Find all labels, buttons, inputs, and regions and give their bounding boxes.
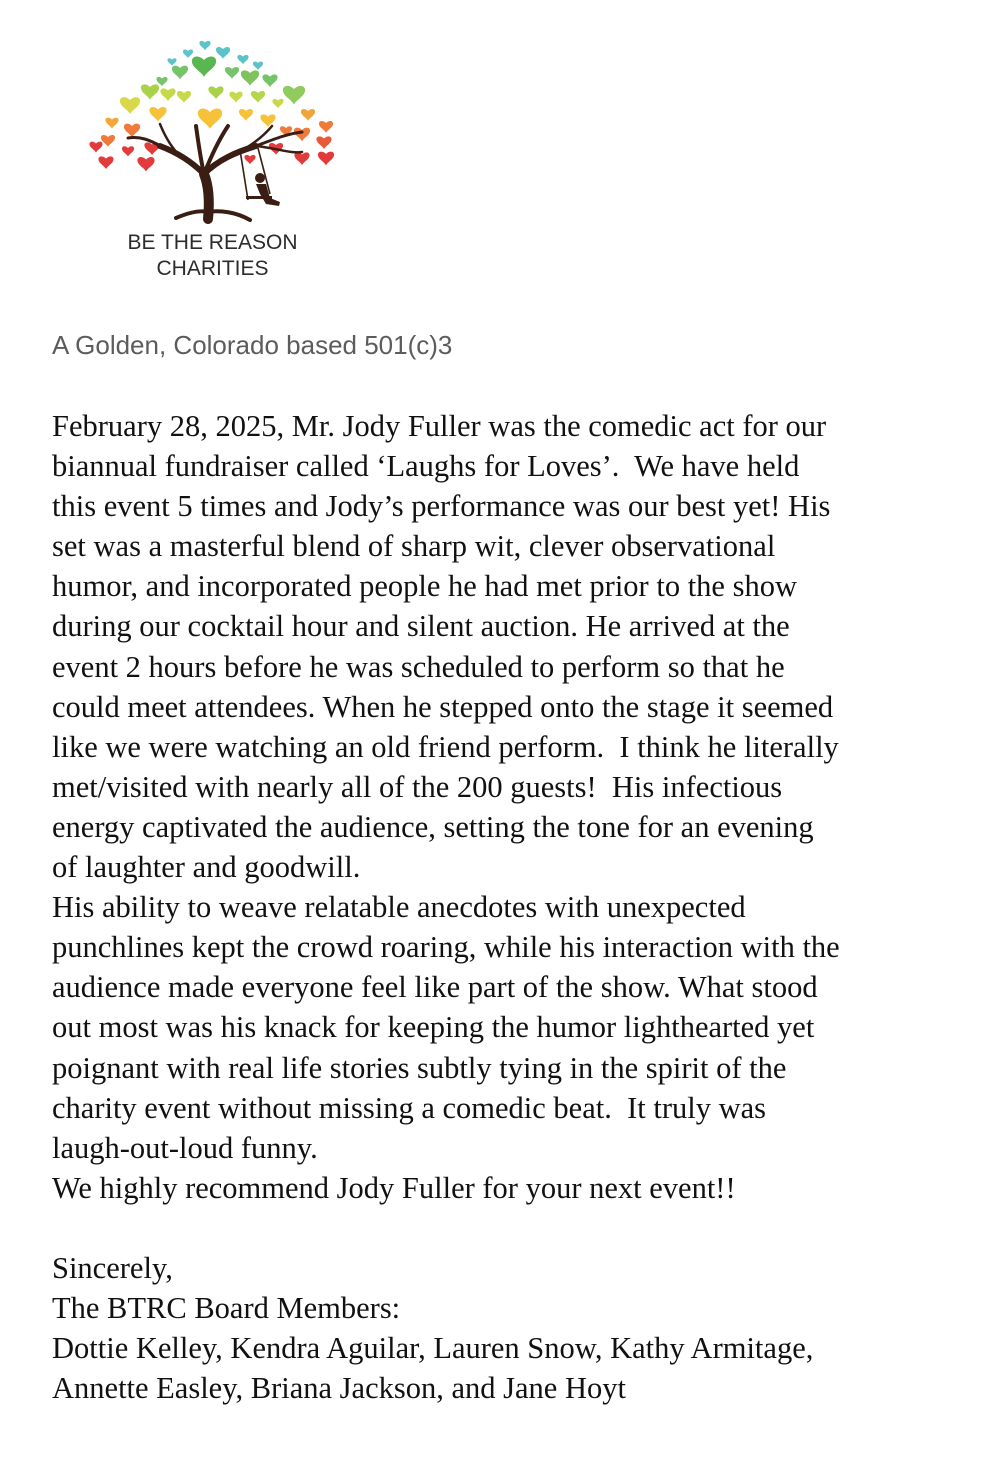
body-line: biannual fundraiser called ‘Laughs for Loves’. We have held [52,449,800,484]
body-line: punchlines kept the crowd roaring, while his interaction with the [52,930,840,965]
board-members-line: Dottie Kelley, Kendra Aguilar, Lauren Snow, Kathy Armitage, [52,1331,814,1366]
body-line: audience made everyone feel like part of the show. What stood [52,970,818,1005]
closing-line: Sincerely, [52,1250,173,1285]
body-line: humor, and incorporated people he had met prior to the show [52,569,797,604]
paragraph-gap [52,1208,967,1248]
body-line: out most was his knack for keeping the humor lighthearted yet [52,1010,815,1045]
body-line: We highly recommend Jody Fuller for your next event!! [52,1170,736,1205]
body-line: of laughter and goodwill. [52,850,361,885]
body-line: event 2 hours before he was scheduled to perform so that he [52,649,785,684]
body-line: February 28, 2025, Mr. Jody Fuller was the comedic act for our [52,409,827,443]
body-line: His ability to weave relatable anecdotes with unexpected [52,890,746,925]
body-line: met/visited with nearly all of the 200 guests! His infectious [52,769,783,804]
org-name-line1: BE THE REASON [127,231,298,254]
org-name-line2: CHARITIES [156,257,269,280]
body-line: like we were watching an old friend perform. I think he literally [52,729,839,764]
letter-body [52,406,967,1408]
body-line: during our cocktail hour and silent auction. He arrived at the [52,609,790,644]
body-line: energy captivated the audience, setting the tone for an evening [52,809,814,844]
signatory-line: The BTRC Board Members: [52,1290,401,1325]
board-members-line: Annette Easley, Briana Jackson, and Jane Hoyt [52,1371,626,1406]
tree-with-hearts-and-swing-logo [80,34,345,234]
body-line: charity event without missing a comedic beat. It truly was [52,1090,767,1125]
body-line: could meet attendees. When he stepped onto the stage it seemed [52,689,834,724]
tagline: A Golden, Colorado based 501(c)3 [52,330,453,360]
body-line: set was a masterful blend of sharp wit, clever observational [52,529,776,564]
body-line: poignant with real life stories subtly tying in the spirit of the [52,1050,787,1085]
body-line: this event 5 times and Jody’s performance was our best yet! His [52,489,831,524]
body-line: laugh-out-loud funny. [52,1130,318,1165]
